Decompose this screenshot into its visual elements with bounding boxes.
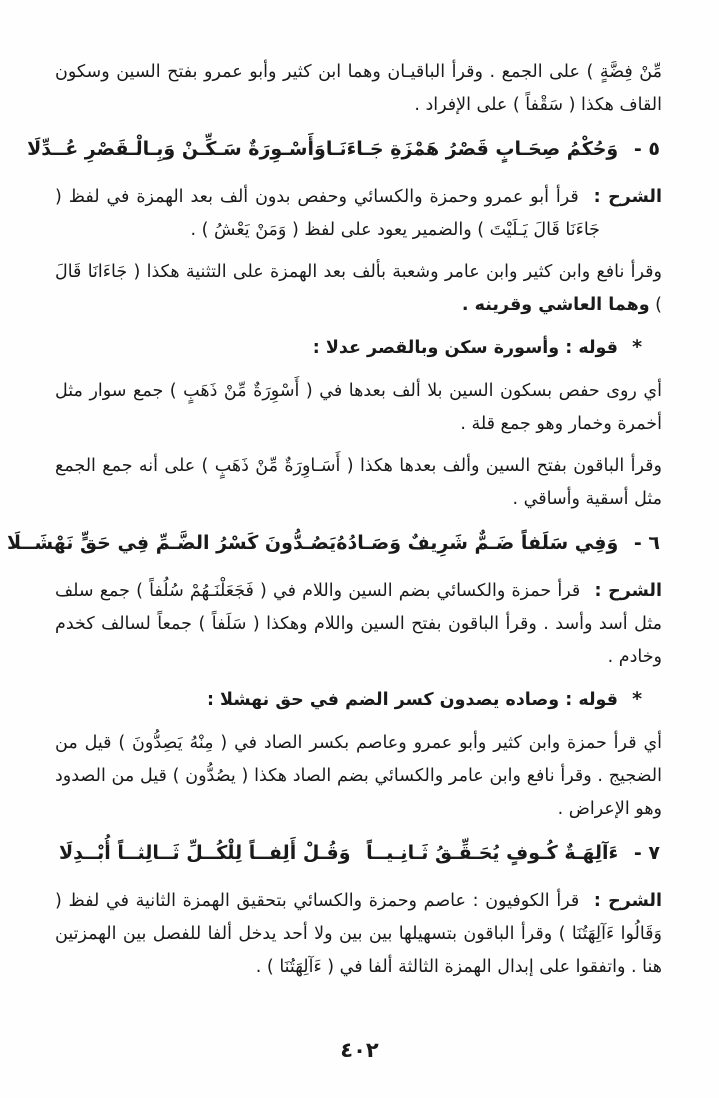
sharh-6-text: قرأ حمزة والكسائي بضم السين واللام في ( فَجَعَلْنَـهُمْ سُلُفاً ) جمع سلف مثل أسد وأسد . وقرأ الباقون بفتح السين واللام وهكذا ( سَلَفاً ) جمعاً لسالف كخدم وخادم . (55, 581, 662, 667)
sharh-5-label: الشرح : (593, 187, 662, 207)
qawl-line-6 (55, 683, 642, 717)
sharh-section-5 (55, 181, 662, 247)
verse-line-6 (6, 525, 660, 561)
qawl-6-text: قوله : وصاده يصدون كسر الضم في حق نهشلا : (206, 690, 618, 710)
sharh-5-text: قرأ أبو عمرو وحمزة والكسائي وحفص بدون ألف بعد الهمزة في لفظ ( جَاءَنَا قَالَ يَـلَيْتَ ) والضمير يعود على لفظ ( وَمَنْ يَعْشُ ) . (55, 187, 600, 240)
paragraph-yasiddun-text: أي قرأ حمزة وابن كثير وأبو عمرو وعاصم بكسر الصاد في ( مِنْهُ يَصِدُّونَ ) قيل من الضجيج . وقرأ نافع وابن عامر والكسائي بضم الصاد هكذا ( يصُدُّون ) قيل من الصدود وهو الإعراض . (55, 733, 662, 819)
asterisk-icon: * (632, 688, 642, 710)
paragraph-saqf-text: مِّنْ فِضَّةٍ ) على الجمع . وقرأ الباقيـان وهما ابن كثير وأبو عمرو بفتح السين وسكون القاف هكذا ( سَقْفاً ) على الإفراد . (55, 62, 662, 115)
sharh-section-6 (55, 575, 662, 674)
paragraph-hafs-text: أي روى حفص بسكون السين بلا ألف بعدها في ( أَسْوِرَةٌ مِّنْ ذَهَبٍ ) جمع سوار مثل أخمرة وخمار وهو جمع قلة . (55, 381, 662, 434)
paragraph-yasiddun-reading (55, 727, 662, 826)
paragraph-tathniya-text: وقرأ نافع وابن كثير وابن عامر وشعبة بألف بعد الهمزة على التثنية هكذا ( جَاءَانَا قَالَ ) (55, 262, 662, 315)
verse-line-5 (27, 131, 660, 167)
verse-7-first-text: ءَآلِهَـةٌ كُـوفٍ يُحَـقِّـقُ ثَـانِـيــاً (366, 842, 619, 864)
verse-5-first-text: وَحُكْمُ صِحَـابٍ قَصْرُ هَمْزَةِ جَـاءَنَـا (325, 138, 619, 160)
qawl-5-text: قوله : وأسورة سكن وبالقصر عدلا : (312, 338, 618, 358)
paragraph-saqf-continuation (55, 56, 662, 122)
sharh-7-text: قرأ الكوفيون : عاصم وحمزة والكسائي بتحقيق الهمزة الثانية في لفظ ( وَقَالُوا ءَآلِهَتُنَا ) وقرأ الباقون بتسهيلها بين بين ولا أحد يدخل ألفا للفصل بين الهمزتين هنا . واتفقوا على إبدال الهمزة الثالثة ألفا في ( ءَآلِهَتُنَا ) . (55, 891, 662, 977)
verse-6-number: ٦ - (633, 532, 660, 554)
asterisk-icon: * (632, 336, 642, 358)
sharh-7-label: الشرح : (593, 891, 662, 911)
paragraph-tathniya (55, 256, 662, 322)
verse-7-second-hemistich: وَقُـلْ أَلِفــاً لِلْكُــلِّ ثَــالِثــاً أُبْــدِلَا (59, 842, 351, 864)
verse-5-second-hemistich: وَأَسْـوِرَةٌ سَـكِّـنْ وَبِـالْـقَصْرِ عُــدِّلَا (27, 138, 326, 160)
verse-line-7 (59, 835, 660, 871)
verse-5-first-hemistich (326, 131, 660, 167)
sharh-section-7 (55, 885, 662, 984)
verse-6-first-text: وَفِي سَلَفاً ضَـمٌّ شَرِيفٌ وَصَـادُهُ (336, 532, 619, 554)
verse-7-number: ٧ - (633, 842, 660, 864)
verse-7-first-hemistich (366, 835, 660, 871)
verse-6-second-hemistich: يَصُـدُّونَ كَسْرُ الضَّـمِّ فِي حَقٍّ نَهْشَــلَا (6, 532, 337, 554)
paragraph-hafs-reading (55, 375, 662, 441)
verse-6-first-hemistich (336, 525, 660, 561)
paragraph-baqun-5-text: وقرأ الباقون بفتح السين وألف بعدها هكذا ( أَسَـاوِرَةٌ مِّنْ ذَهَبٍ ) على أنه جمع الجمع مثل أسقية وأساقي . (55, 456, 662, 509)
verse-5-number: ٥ - (633, 138, 660, 160)
qawl-line-5 (55, 331, 642, 365)
sharh-6-label: الشرح : (594, 581, 662, 601)
page-number: ٤٠٢ (340, 1038, 379, 1062)
paragraph-tathniya-bold-text: وهما العاشي وقرينه . (461, 295, 650, 315)
paragraph-baqun-reading-5 (55, 450, 662, 516)
